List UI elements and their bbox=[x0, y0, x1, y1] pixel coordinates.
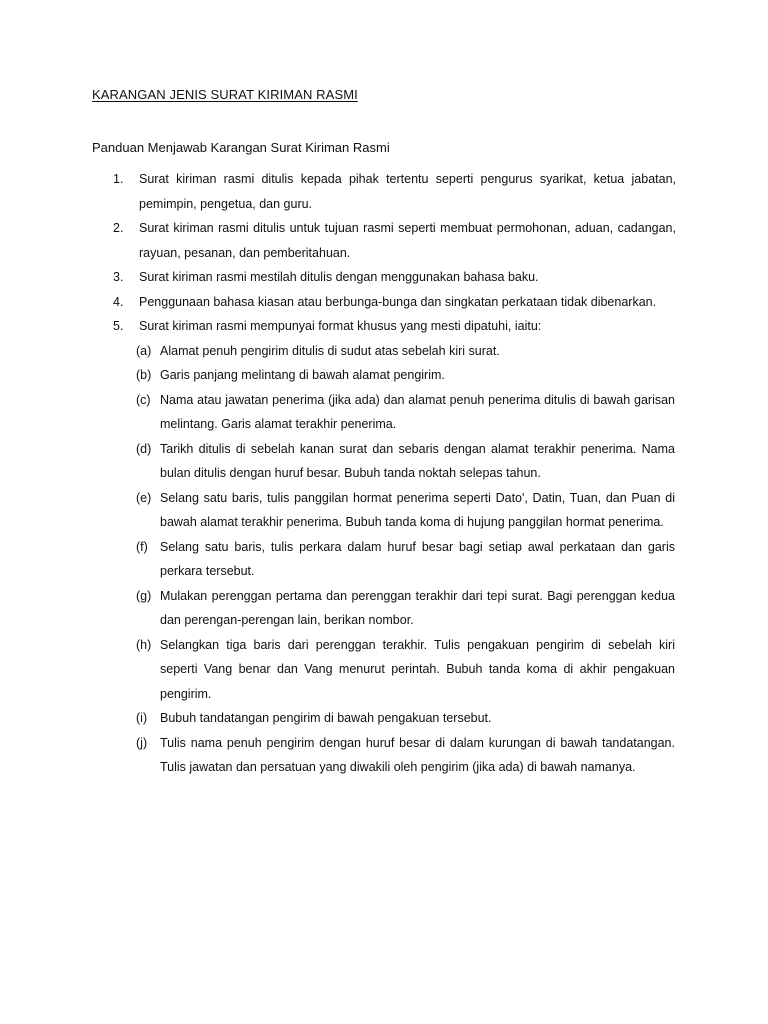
sub-list-item-label: (e) bbox=[136, 490, 152, 505]
sub-list-item bbox=[0, 339, 768, 364]
sub-list-item bbox=[0, 437, 768, 486]
list-item-number: 5. bbox=[113, 319, 124, 333]
list-item bbox=[0, 167, 768, 216]
document-title: KARANGAN JENIS SURAT KIRIMAN RASMI bbox=[92, 87, 358, 102]
list-item-number: 2. bbox=[113, 221, 124, 235]
list-item-text: Penggunaan bahasa kiasan atau berbunga-bunga dan singkatan perkataan tidak dibenarkan. bbox=[139, 294, 657, 309]
sub-list-item bbox=[0, 731, 768, 780]
sub-list-item bbox=[0, 633, 768, 707]
sub-list-item bbox=[0, 706, 768, 731]
sub-list-item bbox=[0, 535, 768, 584]
list-item-text: Surat kiriman rasmi ditulis kepada pihak tertentu seperti pengurus syarikat, ketua jabatan, pemimpin, pengetua, dan guru. bbox=[139, 172, 676, 211]
section-heading: Panduan Menjawab Karangan Surat Kiriman Rasmi bbox=[92, 140, 390, 155]
sub-list-item-text: Selang satu baris, tulis perkara dalam huruf besar bagi setiap awal perkataan dan garis perkara tersebut. bbox=[160, 539, 675, 578]
sub-list-item bbox=[0, 486, 768, 535]
sub-list-item-label: (a) bbox=[136, 343, 152, 358]
sub-list-item-text: Selang satu baris, tulis panggilan hormat penerima seperti Dato', Datin, Tuan, dan Puan di bawah alamat terakhir penerima. Bubuh tanda koma di hujung panggilan hormat penerima. bbox=[160, 490, 675, 529]
sub-list-item-label: (j) bbox=[136, 735, 148, 750]
sub-list-item-label: (c) bbox=[136, 392, 151, 407]
sub-list-item-text: Nama atau jawatan penerima (jika ada) dan alamat penuh penerima ditulis di bawah garisan melintang. Garis alamat terakhir penerima. bbox=[160, 392, 675, 431]
sub-list-item-label: (i) bbox=[136, 711, 148, 725]
guideline-list bbox=[0, 167, 768, 780]
sub-list-item-text: Tulis nama penuh pengirim dengan huruf besar di dalam kurungan di bawah tandatangan. Tulis jawatan dan persatuan yang diwakili oleh pengirim (jika ada) di bawah namanya. bbox=[160, 735, 675, 774]
sub-list-item-text: Selangkan tiga baris dari perenggan terakhir. Tulis pengakuan pengirim di sebelah kiri seperti Vang benar dan Vang menurut perintah. Bubuh tanda koma di akhir pengakuan pengirim. bbox=[160, 637, 675, 701]
list-item bbox=[0, 265, 768, 290]
list-item-number: 3. bbox=[113, 270, 124, 284]
list-item-number: 1. bbox=[113, 172, 124, 186]
sub-list-item-text: Alamat penuh pengirim ditulis di sudut atas sebelah kiri surat. bbox=[160, 343, 500, 358]
list-item bbox=[0, 290, 768, 315]
sub-list-item-text: Garis panjang melintang di bawah alamat pengirim. bbox=[160, 368, 445, 382]
list-item-text: Surat kiriman rasmi mempunyai format khusus yang mesti dipatuhi, iaitu: bbox=[139, 319, 542, 333]
sub-list-item-label: (d) bbox=[136, 441, 152, 456]
list-item-text: Surat kiriman rasmi mestilah ditulis dengan menggunakan bahasa baku. bbox=[139, 270, 539, 284]
sub-list-item-text: Mulakan perenggan pertama dan perenggan terakhir dari tepi surat. Bagi perenggan kedua dan perengan-perengan lain, berikan nombor. bbox=[160, 588, 675, 627]
sub-list-item-label: (h) bbox=[136, 637, 152, 652]
sub-list-item-label: (b) bbox=[136, 368, 152, 382]
list-item bbox=[0, 314, 768, 339]
list-item-text: Surat kiriman rasmi ditulis untuk tujuan rasmi seperti membuat permohonan, aduan, cadangan, rayuan, pesanan, dan pemberitahuan. bbox=[139, 221, 676, 260]
sub-list-item-label: (f) bbox=[136, 539, 148, 554]
sub-list-item-label: (g) bbox=[136, 588, 152, 603]
sub-list-item bbox=[0, 388, 768, 437]
sub-list-item-text: Bubuh tandatangan pengirim di bawah pengakuan tersebut. bbox=[160, 711, 492, 725]
list-item-number: 4. bbox=[113, 294, 124, 309]
sub-list-item-text: Tarikh ditulis di sebelah kanan surat dan sebaris dengan alamat terakhir penerima. Nama bulan ditulis dengan huruf besar. Bubuh tanda noktah selepas tahun. bbox=[160, 441, 675, 480]
sub-list-item bbox=[0, 584, 768, 633]
list-item bbox=[0, 216, 768, 265]
sub-list-item bbox=[0, 363, 768, 388]
